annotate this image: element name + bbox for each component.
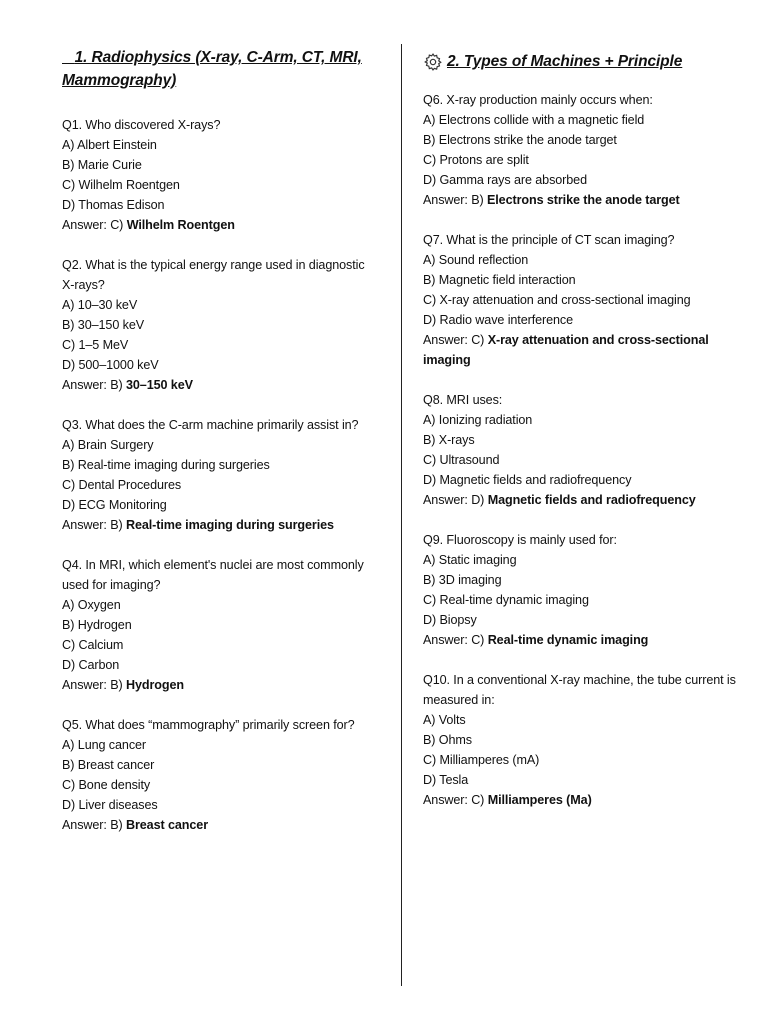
left-question-list: [62, 115, 380, 835]
answer-option: D) Magnetic fields and radiofrequency: [423, 473, 632, 487]
answer-option: C) Bone density: [62, 778, 151, 792]
answer-option: B) Marie Curie: [62, 158, 142, 172]
correct-answer: [423, 190, 739, 210]
answer-value: Milliamperes (Ma): [487, 793, 592, 807]
answer-option: A) Volts: [423, 713, 466, 727]
answer-option: A) Electrons collide with a magnetic field: [423, 113, 645, 127]
answer-option: A) Lung cancer: [62, 738, 147, 752]
answer-value: Hydrogen: [125, 678, 184, 692]
answer-option: D) Gamma rays are absorbed: [423, 173, 587, 187]
question-text: Q7. What is the principle of CT scan imaging?: [423, 233, 675, 247]
answer-option: B) Electrons strike the anode target: [423, 133, 617, 147]
question-block: [62, 115, 380, 235]
question-text: Q3. What does the C-arm machine primarily assist in?: [62, 418, 359, 432]
question-block: [62, 255, 380, 395]
question-text: Q4. In MRI, which element's nuclei are most commonly used for imaging?: [62, 558, 364, 592]
answer-option: D) Thomas Edison: [62, 198, 165, 212]
answer-option: D) Tesla: [423, 773, 469, 787]
question-block: [423, 530, 739, 650]
answer-value: Real-time dynamic imaging: [487, 633, 649, 647]
answer-option: C) X-ray attenuation and cross-sectional imaging: [423, 293, 691, 307]
answer-prefix: Answer: C): [62, 218, 127, 232]
answer-value: Electrons strike the anode target: [486, 193, 680, 207]
right-question-list: [423, 90, 739, 810]
answer-prefix: Answer: B): [423, 193, 487, 207]
answer-prefix: Answer: B): [62, 818, 126, 832]
answer-prefix: Answer: B): [62, 378, 126, 392]
question-block: [423, 230, 739, 370]
answer-value: Magnetic fields and radiofrequency: [487, 493, 696, 507]
left-column: [62, 46, 380, 855]
question-block: [62, 555, 380, 695]
correct-answer: [423, 630, 739, 650]
section-heading-radiophysics: 1. Radiophysics (X-ray, C-Arm, CT, MRI, Mammography): [62, 49, 362, 89]
section-heading-machines: 2. Types of Machines + Principle: [423, 50, 739, 73]
question-text: Q8. MRI uses:: [423, 393, 503, 407]
answer-prefix: Answer: B): [62, 678, 126, 692]
answer-option: A) Static imaging: [423, 553, 517, 567]
correct-answer: [423, 790, 739, 810]
answer-option: B) X-rays: [423, 433, 475, 447]
answer-option: B) Breast cancer: [62, 758, 155, 772]
answer-option: D) Liver diseases: [62, 798, 158, 812]
question-text: Q2. What is the typical energy range used in diagnostic X-rays?: [62, 258, 365, 292]
answer-option: B) Real-time imaging during surgeries: [62, 458, 270, 472]
answer-option: C) Calcium: [62, 638, 124, 652]
answer-option: C) Ultrasound: [423, 453, 500, 467]
answer-option: D) Radio wave interference: [423, 313, 573, 327]
right-column: [423, 46, 739, 830]
answer-option: A) Albert Einstein: [62, 138, 157, 152]
question-text: Q10. In a conventional X-ray machine, the tube current is measured in:: [423, 673, 736, 707]
answer-option: B) 3D imaging: [423, 573, 502, 587]
question-text: Q9. Fluoroscopy is mainly used for:: [423, 533, 617, 547]
question-text: Q1. Who discovered X-rays?: [62, 118, 221, 132]
answer-option: C) Protons are split: [423, 153, 529, 167]
question-text: Q5. What does “mammography” primarily screen for?: [62, 718, 355, 732]
gear-icon: [423, 52, 443, 72]
answer-value: X-ray attenuation and cross-sectional imaging: [423, 333, 709, 367]
question-text: Q6. X-ray production mainly occurs when:: [423, 93, 653, 107]
answer-option: A) Brain Surgery: [62, 438, 154, 452]
answer-prefix: Answer: C): [423, 633, 488, 647]
question-block: [423, 390, 739, 510]
answer-option: D) Biopsy: [423, 613, 477, 627]
answer-value: Real-time imaging during surgeries: [125, 518, 334, 532]
question-block: [62, 415, 380, 535]
answer-prefix: Answer: B): [62, 518, 126, 532]
answer-option: C) Real-time dynamic imaging: [423, 593, 589, 607]
answer-option: C) Wilhelm Roentgen: [62, 178, 180, 192]
answer-option: B) Hydrogen: [62, 618, 132, 632]
column-divider: [401, 44, 402, 986]
answer-option: A) Ionizing radiation: [423, 413, 533, 427]
correct-answer: [62, 675, 380, 695]
question-block: [423, 670, 739, 810]
answer-option: C) Milliamperes (mA): [423, 753, 540, 767]
answer-option: D) 500–1000 keV: [62, 358, 159, 372]
answer-option: A) Sound reflection: [423, 253, 529, 267]
answer-option: B) Ohms: [423, 733, 472, 747]
answer-option: D) ECG Monitoring: [62, 498, 167, 512]
answer-prefix: Answer: D): [423, 493, 488, 507]
answer-option: C) 1–5 MeV: [62, 338, 129, 352]
answer-option: C) Dental Procedures: [62, 478, 182, 492]
correct-answer: [62, 515, 380, 535]
answer-option: B) 30–150 keV: [62, 318, 145, 332]
answer-option: A) Oxygen: [62, 598, 121, 612]
correct-answer: [423, 490, 739, 510]
answer-prefix: Answer: C): [423, 333, 488, 347]
answer-value: Wilhelm Roentgen: [126, 218, 235, 232]
answer-value: 30–150 keV: [125, 378, 193, 392]
correct-answer: [62, 815, 380, 835]
question-block: [423, 90, 739, 210]
correct-answer: [62, 375, 380, 395]
answer-option: A) 10–30 keV: [62, 298, 138, 312]
question-block: [62, 715, 380, 835]
answer-value: Breast cancer: [125, 818, 208, 832]
answer-option: D) Carbon: [62, 658, 120, 672]
correct-answer: [62, 215, 380, 235]
correct-answer: [423, 330, 739, 370]
answer-prefix: Answer: C): [423, 793, 488, 807]
answer-option: B) Magnetic field interaction: [423, 273, 576, 287]
